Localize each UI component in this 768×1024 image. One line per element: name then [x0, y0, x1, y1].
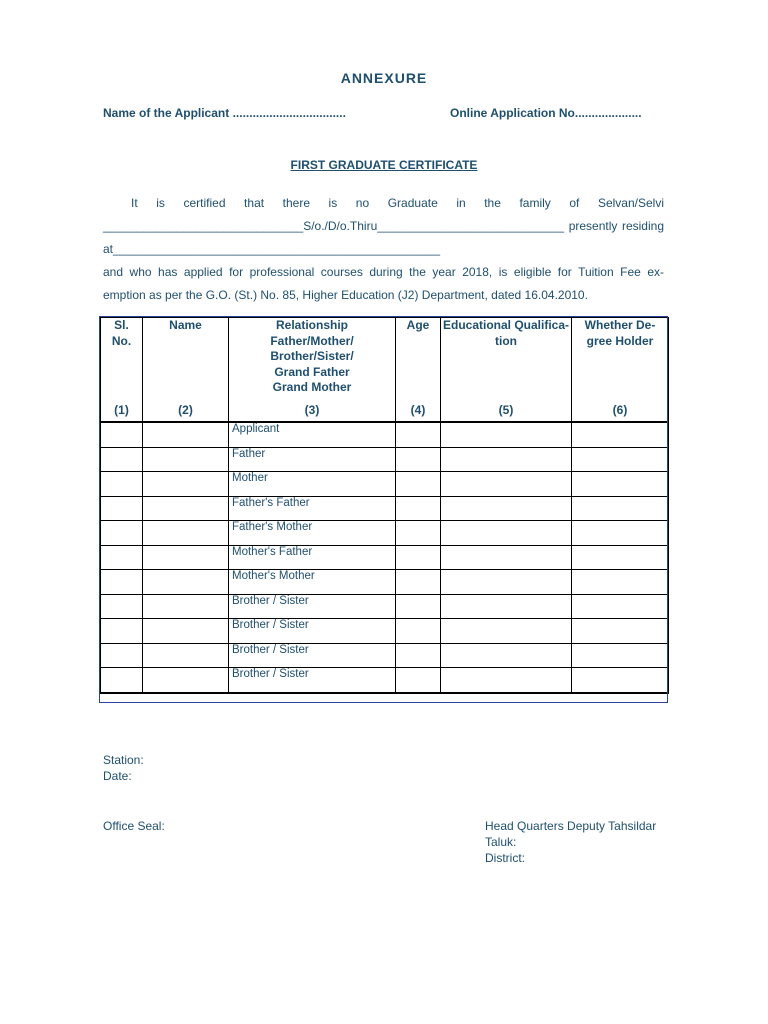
degree-holder-header-line: Whether De- — [584, 318, 656, 332]
sl-no-cell — [101, 496, 143, 521]
degree-holder-cell — [572, 521, 669, 546]
name-cell — [143, 521, 229, 546]
age-cell — [396, 472, 441, 497]
educational-qualification-cell — [441, 643, 572, 668]
age-cell — [396, 545, 441, 570]
degree-holder-cell — [572, 570, 669, 595]
table-row — [101, 447, 669, 472]
relationship-cell: Mother's Father — [229, 545, 396, 570]
relationship-cell: Father — [229, 447, 396, 472]
age-header — [396, 318, 441, 405]
age-cell — [396, 594, 441, 619]
educational-qualification-header-line: tion — [495, 333, 517, 348]
age-cell — [396, 643, 441, 668]
sl-no-header-line: Sl. — [114, 318, 129, 332]
taluk-label: Taluk: — [485, 835, 517, 849]
sl-no-header — [101, 318, 143, 405]
name-cell — [143, 447, 229, 472]
station-label: Station: — [103, 753, 144, 767]
column-number: (5) — [441, 404, 572, 422]
educational-qualification-cell — [441, 545, 572, 570]
age-cell — [396, 447, 441, 472]
family-details-table — [100, 317, 669, 694]
educational-qualification-cell — [441, 422, 572, 447]
educational-qualification-cell — [441, 472, 572, 497]
sl-no-cell — [101, 619, 143, 644]
table-row — [101, 643, 669, 668]
sl-no-cell — [101, 594, 143, 619]
table-row — [101, 570, 669, 595]
relationship-cell: Father's Mother — [229, 521, 396, 546]
degree-holder-cell — [572, 496, 669, 521]
educational-qualification-cell — [441, 668, 572, 693]
applicant-name-field: Name of the Applicant .................................. — [103, 106, 346, 120]
name-cell — [143, 668, 229, 693]
district-label: District: — [485, 851, 525, 865]
degree-holder-cell — [572, 472, 669, 497]
certificate-text-line-1: It is certified that there is no Graduate in the family of Selvan/Selvi — [131, 196, 664, 210]
degree-holder-cell — [572, 619, 669, 644]
name-cell — [143, 496, 229, 521]
column-number: (2) — [143, 404, 229, 422]
degree-holder-cell — [572, 447, 669, 472]
table-header-row — [101, 318, 669, 405]
sl-no-cell — [101, 422, 143, 447]
age-cell — [396, 521, 441, 546]
sl-no-header-line: No. — [111, 333, 132, 348]
table-row — [101, 472, 669, 497]
educational-qualification-cell — [441, 619, 572, 644]
office-seal-label: Office Seal: — [103, 819, 165, 833]
name-cell — [143, 643, 229, 668]
relationship-header-line: Father/Mother/ — [270, 333, 354, 348]
relationship-header-line: Brother/Sister/ — [270, 349, 354, 363]
column-number: (6) — [572, 404, 669, 422]
table-column-number-row — [101, 404, 669, 422]
date-label: Date: — [103, 769, 132, 783]
degree-holder-cell — [572, 545, 669, 570]
educational-qualification-cell — [441, 447, 572, 472]
certificate-text-line-2: ______________________________S/o./D/o.Thiru____________________________ presently residing — [103, 219, 664, 233]
certificate-text-line-4: and who has applied for professional courses during the year 2018, is eligible for Tuition Fee ex- — [103, 265, 664, 279]
sl-no-cell — [101, 545, 143, 570]
page-title: ANNEXURE — [340, 70, 428, 86]
name-cell — [143, 594, 229, 619]
relationship-cell: Brother / Sister — [229, 668, 396, 693]
degree-holder-header-line: gree Holder — [586, 333, 654, 348]
certificate-title: FIRST GRADUATE CERTIFICATE — [290, 158, 478, 172]
age-cell — [396, 496, 441, 521]
sl-no-cell — [101, 447, 143, 472]
relationship-cell: Applicant — [229, 422, 396, 447]
relationship-cell: Mother — [229, 472, 396, 497]
sl-no-cell — [101, 472, 143, 497]
certificate-text-line-5: emption as per the G.O. (St.) No. 85, Higher Education (J2) Department, dated 16.04.2010. — [103, 288, 588, 302]
educational-qualification-cell — [441, 570, 572, 595]
relationship-header-line: Grand Mother — [272, 380, 352, 394]
name-header-line: Name — [169, 318, 202, 332]
table-row — [101, 496, 669, 521]
sl-no-cell — [101, 643, 143, 668]
name-cell — [143, 570, 229, 595]
application-number-field: Online Application No.................... — [450, 106, 642, 120]
degree-holder-header — [572, 318, 669, 405]
sl-no-cell — [101, 521, 143, 546]
relationship-cell: Mother's Mother — [229, 570, 396, 595]
name-cell — [143, 545, 229, 570]
educational-qualification-header-line: Educational Qualifica- — [442, 318, 570, 332]
relationship-header — [229, 318, 396, 405]
table-row — [101, 545, 669, 570]
relationship-header-line: Grand Father — [274, 364, 350, 379]
table-row — [101, 619, 669, 644]
relationship-header-line: Relationship — [275, 318, 348, 332]
column-number: (4) — [396, 404, 441, 422]
relationship-cell: Father's Father — [229, 496, 396, 521]
age-header-line: Age — [406, 318, 430, 332]
certificate-text-line-3: at_________________________________________________ — [103, 242, 441, 256]
educational-qualification-cell — [441, 496, 572, 521]
column-number: (1) — [101, 404, 143, 422]
relationship-cell: Brother / Sister — [229, 643, 396, 668]
table-row — [101, 521, 669, 546]
table-row — [101, 594, 669, 619]
degree-holder-cell — [572, 594, 669, 619]
age-cell — [396, 422, 441, 447]
degree-holder-cell — [572, 422, 669, 447]
age-cell — [396, 619, 441, 644]
sl-no-cell — [101, 668, 143, 693]
age-cell — [396, 668, 441, 693]
degree-holder-cell — [572, 643, 669, 668]
name-cell — [143, 619, 229, 644]
name-cell — [143, 472, 229, 497]
table-row — [101, 668, 669, 693]
name-cell — [143, 422, 229, 447]
table-row — [101, 422, 669, 447]
sl-no-cell — [101, 570, 143, 595]
age-cell — [396, 570, 441, 595]
name-header — [143, 318, 229, 405]
educational-qualification-cell — [441, 594, 572, 619]
relationship-cell: Brother / Sister — [229, 619, 396, 644]
educational-qualification-header — [441, 318, 572, 405]
educational-qualification-cell — [441, 521, 572, 546]
relationship-cell: Brother / Sister — [229, 594, 396, 619]
column-number: (3) — [229, 404, 396, 422]
signatory-title: Head Quarters Deputy Tahsildar — [485, 819, 657, 833]
degree-holder-cell — [572, 668, 669, 693]
